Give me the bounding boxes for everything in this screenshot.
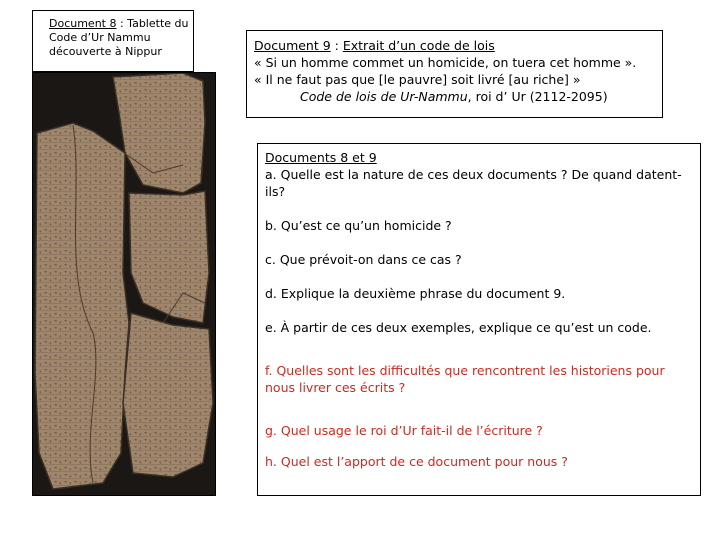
document-8-title: : Tablette du Code d’Ur Nammu découverte à Nippur	[49, 17, 189, 58]
clay-tablet-photo	[32, 72, 216, 496]
document-9-quote-2: « Il ne faut pas que [le pauvre] soit livré [au riche] »	[254, 72, 581, 87]
questions-box	[257, 143, 701, 496]
question-b: b. Qu’est ce qu’un homicide ?	[265, 218, 452, 233]
question-h: h. Quel est l’apport de ce document pour nous ?	[265, 454, 568, 469]
document-8-label: Document 8	[49, 17, 117, 30]
question-g: g. Quel usage le roi d’Ur fait-il de l’écriture ?	[265, 423, 543, 438]
document-9-source	[254, 88, 662, 105]
document-9-source-title: Code de lois de Ur-Nammu	[300, 89, 468, 104]
question-e: e. À partir de ces deux exemples, explique ce qu’est un code.	[265, 320, 652, 335]
questions-heading: Documents 8 et 9	[265, 150, 377, 165]
question-f: f. Quelles sont les difficultés que rencontrent les historiens pour nous livrer ces écrits ?	[265, 363, 665, 395]
document-9-box	[246, 30, 663, 118]
question-d: d. Explique la deuxième phrase du document 9.	[265, 286, 566, 301]
document-8-caption	[32, 10, 194, 72]
document-9-label: Document 9	[254, 38, 331, 53]
question-c: c. Que prévoit-on dans ce cas ?	[265, 252, 462, 267]
document-9-heading	[254, 37, 662, 54]
document-9-source-rest: , roi d’ Ur (2112-2095)	[467, 89, 608, 104]
document-9-title: Extrait d’un code de lois	[342, 38, 495, 53]
document-9-sep: :	[330, 38, 343, 53]
question-a: a. Quelle est la nature de ces deux documents ? De quand datent-ils?	[265, 167, 682, 199]
document-9-quote-1: « Si un homme commet un homicide, on tuera cet homme ».	[254, 55, 637, 70]
tablet-illustration	[33, 73, 216, 496]
